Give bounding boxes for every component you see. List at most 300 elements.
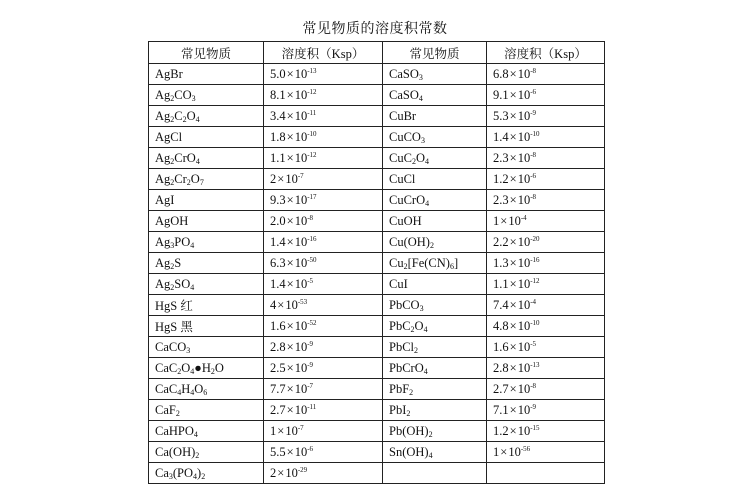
times-sign: × <box>500 444 508 459</box>
times-sign: × <box>509 360 517 375</box>
ksp-exponent: -10 <box>530 129 540 138</box>
power-base: 10 <box>517 360 531 375</box>
ksp-mantissa: 2.3 <box>493 192 509 207</box>
ksp-exponent: -53 <box>297 297 308 306</box>
times-sign: × <box>286 129 294 144</box>
formula-subscript: 2 <box>409 387 414 397</box>
formula-text: Ag <box>155 234 171 249</box>
substance-formula-cell <box>149 253 264 274</box>
ksp-exponent: -6 <box>530 171 537 180</box>
ksp-mantissa: 9.3 <box>270 192 286 207</box>
ksp-exponent: -7 <box>297 423 304 432</box>
times-sign: × <box>509 129 517 144</box>
times-sign: × <box>509 339 517 354</box>
times-sign: × <box>286 234 294 249</box>
times-sign: × <box>286 339 294 354</box>
ksp-value-cell <box>487 358 605 379</box>
substance-formula-cell <box>149 211 264 232</box>
substance-formula-cell <box>149 85 264 106</box>
times-sign: × <box>509 234 517 249</box>
formula-text: ] <box>453 255 459 270</box>
formula-text: O <box>194 381 204 396</box>
ksp-value-cell <box>264 379 383 400</box>
ksp-exponent: -16 <box>307 234 317 243</box>
ksp-exponent: -12 <box>530 276 540 285</box>
substance-formula-cell <box>383 379 487 400</box>
ksp-value-cell <box>487 295 605 316</box>
substance-formula-cell <box>149 148 264 169</box>
ksp-mantissa: 1 <box>270 423 277 438</box>
ksp-exponent: -10 <box>530 318 540 327</box>
ksp-mantissa: 1 <box>493 213 500 228</box>
substance-formula-cell <box>149 127 264 148</box>
ksp-exponent: -8 <box>530 66 537 75</box>
substance-formula-cell <box>149 316 264 337</box>
substance-formula-cell <box>383 148 487 169</box>
substance-formula-cell <box>383 232 487 253</box>
table-row <box>149 190 605 211</box>
substance-formula-cell <box>383 127 487 148</box>
times-sign: × <box>277 423 285 438</box>
formula-text: O <box>190 171 200 186</box>
ksp-exponent: -9 <box>307 339 314 348</box>
ksp-value-cell <box>487 169 605 190</box>
formula-subscript: 3 <box>170 240 175 250</box>
table-row <box>149 400 605 421</box>
formula-text: CrO <box>174 150 196 165</box>
formula-subscript: 2 <box>170 93 175 103</box>
substance-formula-cell <box>149 421 264 442</box>
times-sign: × <box>509 423 517 438</box>
ksp-value-cell <box>487 232 605 253</box>
ksp-exponent: -8 <box>530 381 537 390</box>
power-base: 10 <box>285 297 298 312</box>
ksp-value-cell <box>487 400 605 421</box>
substance-formula-cell <box>383 85 487 106</box>
power-base: 10 <box>517 150 531 165</box>
ksp-exponent: -8 <box>307 213 314 222</box>
formula-text: O <box>415 150 425 165</box>
ksp-exponent: -6 <box>307 444 314 453</box>
ksp-value-cell <box>487 190 605 211</box>
substance-formula-cell <box>149 400 264 421</box>
formula-text: PbCrO <box>389 360 424 375</box>
times-sign: × <box>509 255 517 270</box>
substance-formula-cell <box>383 442 487 463</box>
formula-subscript: 6 <box>203 387 208 397</box>
times-sign: × <box>509 381 517 396</box>
ksp-mantissa: 2.7 <box>270 402 286 417</box>
times-sign: × <box>286 213 294 228</box>
ksp-mantissa: 4 <box>270 297 277 312</box>
times-sign: × <box>286 150 294 165</box>
substance-formula-cell <box>383 253 487 274</box>
formula-text: Ca <box>155 465 169 480</box>
formula-text: CuI <box>389 276 408 291</box>
ksp-mantissa: 7.4 <box>493 297 509 312</box>
substance-formula-cell <box>149 169 264 190</box>
formula-subscript: 2 <box>428 429 433 439</box>
power-base: 10 <box>517 234 531 249</box>
ksp-exponent: -4 <box>530 297 537 306</box>
formula-text: CaC <box>155 360 178 375</box>
ksp-mantissa: 2 <box>270 465 277 480</box>
substance-formula-cell <box>383 64 487 85</box>
formula-subscript: 7 <box>199 177 204 187</box>
ksp-mantissa: 2.7 <box>493 381 509 396</box>
formula-subscript: 4 <box>190 282 195 292</box>
formula-text: Ag <box>155 150 171 165</box>
ksp-table <box>148 41 605 484</box>
power-base: 10 <box>517 381 531 396</box>
table-row <box>149 337 605 358</box>
times-sign: × <box>286 108 294 123</box>
ksp-value-cell <box>264 337 383 358</box>
formula-subscript: 3 <box>168 471 173 481</box>
formula-text: CO <box>174 87 192 102</box>
formula-text: SO <box>174 276 191 291</box>
ksp-value-cell <box>487 379 605 400</box>
formula-text: CuCl <box>389 171 416 186</box>
ksp-mantissa: 1.2 <box>493 423 509 438</box>
ksp-value-cell <box>264 64 383 85</box>
table-row <box>149 295 605 316</box>
formula-subscript: 2 <box>429 240 434 250</box>
formula-subscript: 2 <box>411 156 416 166</box>
formula-text: CaSO <box>389 87 419 102</box>
table-row <box>149 106 605 127</box>
table-row <box>149 169 605 190</box>
power-base: 10 <box>517 297 531 312</box>
substance-formula-cell <box>383 337 487 358</box>
ksp-value-cell <box>487 106 605 127</box>
times-sign: × <box>509 108 517 123</box>
ksp-mantissa: 2 <box>270 171 277 186</box>
formula-text: Ag <box>155 108 171 123</box>
formula-subscript: 4 <box>418 93 423 103</box>
power-base: 10 <box>294 360 308 375</box>
ksp-value-cell <box>487 211 605 232</box>
formula-subscript: 2 <box>406 408 411 418</box>
formula-subscript: 2 <box>210 366 215 376</box>
table-row <box>149 148 605 169</box>
formula-subscript: 4 <box>190 240 195 250</box>
power-base: 10 <box>508 444 521 459</box>
formula-text: O <box>181 360 191 375</box>
ksp-exponent: -11 <box>307 108 317 117</box>
formula-text: CaSO <box>389 66 419 81</box>
ksp-value-cell <box>487 274 605 295</box>
times-sign: × <box>286 360 294 375</box>
table-row <box>149 85 605 106</box>
ksp-mantissa: 1.2 <box>493 171 509 186</box>
ksp-mantissa: 1.4 <box>270 234 286 249</box>
times-sign: × <box>509 87 517 102</box>
ksp-mantissa: 6.3 <box>270 255 286 270</box>
times-sign: × <box>509 171 517 186</box>
times-sign: × <box>286 276 294 291</box>
power-base: 10 <box>294 213 308 228</box>
formula-text: PbCl <box>389 339 415 354</box>
ksp-mantissa: 2.8 <box>493 360 509 375</box>
formula-text: PbI <box>389 402 407 417</box>
power-base: 10 <box>517 255 531 270</box>
formula-text: [Fe(CN) <box>407 255 450 270</box>
times-sign: × <box>509 150 517 165</box>
table-row <box>149 379 605 400</box>
ksp-value-cell <box>264 253 383 274</box>
substance-formula-cell <box>149 106 264 127</box>
ksp-value-cell <box>264 316 383 337</box>
power-base: 10 <box>508 213 521 228</box>
formula-text: Ag <box>155 276 171 291</box>
substance-formula-cell <box>383 295 487 316</box>
times-sign: × <box>509 66 517 81</box>
formula-text: C <box>174 108 183 123</box>
formula-text: CaF <box>155 402 176 417</box>
formula-subscript: 2 <box>186 177 191 187</box>
formula-subscript: 6 <box>449 261 454 271</box>
ksp-value-cell <box>487 442 605 463</box>
ksp-value-cell <box>264 274 383 295</box>
ksp-exponent: -9 <box>307 360 314 369</box>
ksp-exponent: -4 <box>520 213 527 222</box>
times-sign: × <box>286 87 294 102</box>
substance-formula-cell <box>149 295 264 316</box>
ksp-mantissa: 2.3 <box>493 150 509 165</box>
formula-text: O <box>186 108 196 123</box>
substance-formula-cell <box>149 64 264 85</box>
substance-formula-cell <box>149 190 264 211</box>
substance-formula-cell <box>149 337 264 358</box>
substance-formula-cell <box>383 316 487 337</box>
formula-text: S <box>174 255 182 270</box>
times-sign: × <box>286 318 294 333</box>
substance-formula-cell <box>383 421 487 442</box>
ksp-value-cell <box>264 148 383 169</box>
times-sign: × <box>286 402 294 417</box>
ksp-value-cell <box>264 232 383 253</box>
power-base: 10 <box>517 171 531 186</box>
formula-text: HgS 黑 <box>155 320 193 334</box>
ksp-mantissa: 1.6 <box>493 339 509 354</box>
ksp-value-cell <box>487 85 605 106</box>
formula-text: Ag <box>155 255 171 270</box>
substance-formula-cell <box>383 211 487 232</box>
ksp-mantissa: 2.8 <box>270 339 286 354</box>
ksp-exponent: -13 <box>307 66 317 75</box>
substance-formula-cell <box>383 169 487 190</box>
power-base: 10 <box>294 192 308 207</box>
power-base: 10 <box>294 318 308 333</box>
formula-text: AgI <box>155 192 175 207</box>
ksp-value-cell <box>487 127 605 148</box>
formula-subscript: 2 <box>170 156 175 166</box>
table-row <box>149 127 605 148</box>
formula-subscript: 4 <box>424 156 429 166</box>
substance-formula-cell <box>149 274 264 295</box>
power-base: 10 <box>517 402 531 417</box>
ksp-value-cell <box>264 211 383 232</box>
formula-subscript: 4 <box>195 114 200 124</box>
formula-text: PbC <box>389 318 411 333</box>
ksp-value-cell <box>264 463 383 484</box>
formula-text: Ag <box>155 171 171 186</box>
times-sign: × <box>500 213 508 228</box>
ksp-exponent: -10 <box>307 129 317 138</box>
ksp-value-cell <box>264 169 383 190</box>
formula-text: ●H <box>194 360 211 375</box>
substance-formula-cell <box>383 400 487 421</box>
ksp-exponent: -5 <box>307 276 314 285</box>
substance-formula-cell <box>149 463 264 484</box>
ksp-mantissa: 1 <box>493 444 500 459</box>
formula-text: CaCO <box>155 339 187 354</box>
ksp-exponent: -7 <box>297 171 304 180</box>
power-base: 10 <box>294 66 308 81</box>
ksp-value-cell <box>264 421 383 442</box>
formula-subscript: 2 <box>170 261 175 271</box>
formula-subscript: 4 <box>190 366 195 376</box>
times-sign: × <box>509 192 517 207</box>
times-sign: × <box>286 381 294 396</box>
ksp-exponent: -15 <box>530 423 540 432</box>
column-header-ksp: 溶度积（Ksp） <box>264 42 383 64</box>
power-base: 10 <box>294 108 308 123</box>
substance-formula-cell <box>383 190 487 211</box>
times-sign: × <box>286 192 294 207</box>
ksp-mantissa: 7.1 <box>493 402 509 417</box>
formula-subscript: 3 <box>186 345 191 355</box>
table-row <box>149 358 605 379</box>
ksp-value-cell <box>264 127 383 148</box>
ksp-exponent: -5 <box>530 339 537 348</box>
formula-text: CuCrO <box>389 192 426 207</box>
formula-text: ) <box>197 465 202 480</box>
substance-formula-cell <box>383 358 487 379</box>
ksp-mantissa: 1.4 <box>270 276 286 291</box>
column-header-substance: 常见物质 <box>149 42 264 64</box>
power-base: 10 <box>517 192 531 207</box>
ksp-exponent: -17 <box>307 192 317 201</box>
ksp-exponent: -20 <box>530 234 540 243</box>
column-header-ksp: 溶度积（Ksp） <box>487 42 605 64</box>
ksp-exponent: -12 <box>307 87 317 96</box>
ksp-exponent: -29 <box>297 465 308 474</box>
ksp-exponent: -9 <box>530 108 537 117</box>
formula-subscript: 2 <box>201 471 206 481</box>
substance-formula-cell <box>383 274 487 295</box>
ksp-mantissa: 5.0 <box>270 66 286 81</box>
ksp-mantissa: 1.6 <box>270 318 286 333</box>
ksp-value-cell <box>487 253 605 274</box>
formula-text: AgCl <box>155 129 183 144</box>
times-sign: × <box>509 402 517 417</box>
formula-subscript: 2 <box>403 261 408 271</box>
ksp-mantissa: 2.0 <box>270 213 286 228</box>
formula-text: Ag <box>155 87 171 102</box>
power-base: 10 <box>294 339 308 354</box>
substance-formula-cell <box>149 379 264 400</box>
ksp-value-cell <box>487 337 605 358</box>
formula-text: H <box>181 381 191 396</box>
power-base: 10 <box>517 87 531 102</box>
formula-subscript: 4 <box>177 387 182 397</box>
ksp-value-cell <box>487 463 605 484</box>
formula-subscript: 2 <box>170 177 175 187</box>
formula-subscript: 2 <box>182 114 187 124</box>
ksp-mantissa: 7.7 <box>270 381 286 396</box>
formula-text: HgS 红 <box>155 299 193 313</box>
power-base: 10 <box>294 381 308 396</box>
page-title: 常见物质的溶度积常数 <box>302 21 448 37</box>
ksp-mantissa: 1.1 <box>493 276 509 291</box>
ksp-mantissa: 5.5 <box>270 444 286 459</box>
times-sign: × <box>286 444 294 459</box>
power-base: 10 <box>294 276 308 291</box>
formula-subscript: 2 <box>170 114 175 124</box>
formula-text: Cr <box>174 171 187 186</box>
formula-text: CuBr <box>389 108 417 123</box>
ksp-mantissa: 1.3 <box>493 255 509 270</box>
substance-formula-cell <box>149 232 264 253</box>
formula-text: Ca(OH) <box>155 444 196 459</box>
ksp-exponent: -52 <box>307 318 317 327</box>
ksp-mantissa: 5.3 <box>493 108 509 123</box>
table-row <box>149 64 605 85</box>
ksp-value-cell <box>264 358 383 379</box>
ksp-value-cell <box>264 85 383 106</box>
ksp-value-cell <box>487 316 605 337</box>
formula-text: Cu <box>389 255 404 270</box>
ksp-exponent: -11 <box>307 402 317 411</box>
ksp-mantissa: 1.4 <box>493 129 509 144</box>
formula-text: PbF <box>389 381 410 396</box>
formula-text: PO <box>174 234 191 249</box>
ksp-mantissa: 3.4 <box>270 108 286 123</box>
ksp-exponent: -8 <box>530 192 537 201</box>
ksp-value-cell <box>487 148 605 169</box>
formula-subscript: 3 <box>418 72 423 82</box>
ksp-mantissa: 1.1 <box>270 150 286 165</box>
table-row <box>149 211 605 232</box>
formula-subscript: 4 <box>193 429 198 439</box>
power-base: 10 <box>517 318 531 333</box>
formula-subscript: 2 <box>170 282 175 292</box>
formula-text: CuC <box>389 150 412 165</box>
ksp-exponent: -16 <box>530 255 540 264</box>
ksp-mantissa: 8.1 <box>270 87 286 102</box>
power-base: 10 <box>294 255 308 270</box>
table-row <box>149 421 605 442</box>
formula-text: CuCO <box>389 129 421 144</box>
ksp-mantissa: 9.1 <box>493 87 509 102</box>
formula-text: CaHPO <box>155 423 194 438</box>
formula-subscript: 3 <box>191 93 196 103</box>
column-header-substance: 常见物质 <box>383 42 487 64</box>
power-base: 10 <box>517 129 531 144</box>
formula-text: O <box>214 360 224 375</box>
formula-subscript: 4 <box>423 324 428 334</box>
formula-subscript: 2 <box>414 345 419 355</box>
times-sign: × <box>509 297 517 312</box>
ksp-value-cell <box>487 421 605 442</box>
formula-subscript: 4 <box>195 156 200 166</box>
formula-text: Cu(OH) <box>389 234 430 249</box>
formula-text: AgBr <box>155 66 183 81</box>
power-base: 10 <box>517 276 531 291</box>
formula-subscript: 2 <box>410 324 415 334</box>
